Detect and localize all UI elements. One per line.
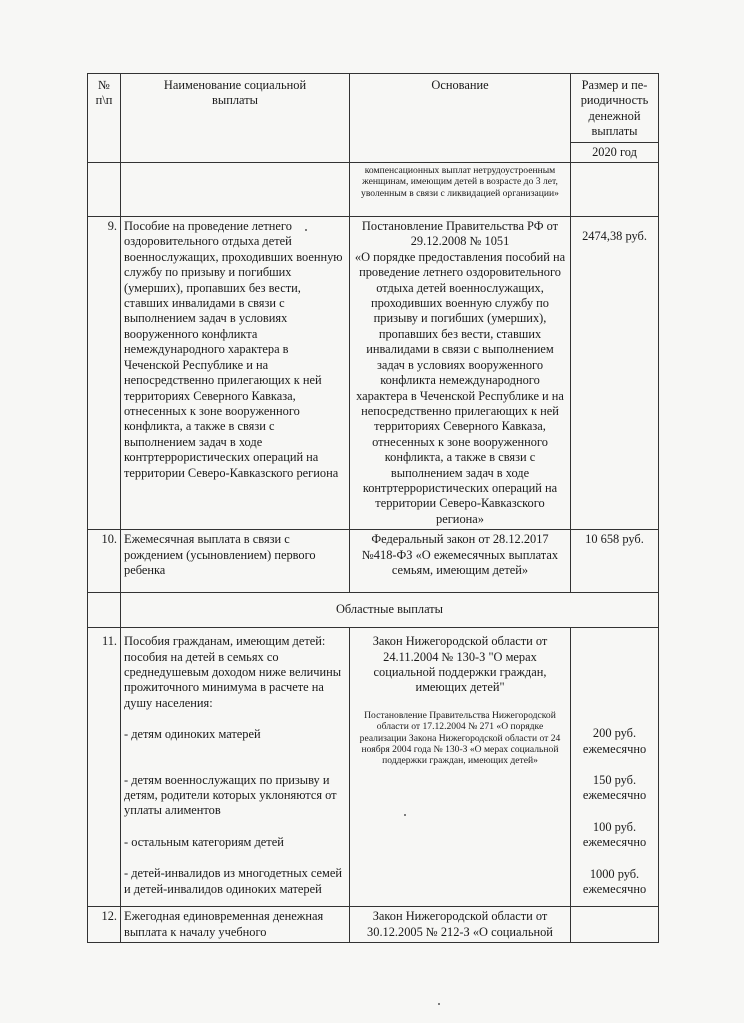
basis-law: Закон Нижегородской области от 24.11.2004 № 130-З "О мерах социальной поддержки граждан, имеющих детей" <box>372 634 548 695</box>
row11-item: - детям одиноких матерей <box>124 727 261 742</box>
basis-decree: Постановление Правительства Нижегородской области от 17.12.2004 № 271 «О порядке реализации Закона Нижегородской области от 24 ноября 2004 года № 130-З «О мерах социальной поддержки граждан, имеющих детей» <box>359 709 561 767</box>
row-size <box>571 628 659 907</box>
row-num: 9. <box>88 217 121 530</box>
row-size: 2474,38 руб. <box>571 217 659 530</box>
table-row <box>88 217 659 530</box>
row-size: 10 658 руб. <box>571 530 659 593</box>
row-basis <box>350 628 571 907</box>
cell-empty <box>571 163 659 217</box>
basis-text: «О порядке предоставления пособий на проведение летнего оздоровительного отдыха детей военнослужащих, проходивших военную службу по призыву и погибших (умерших), пропавших без вести, ставших инвалидами в связи с выполнением задач в условиях вооруженного конфликта немеждународного характера в Чеченской Республике и на непосредственно прилегающих к ней территориях Северного Кавказа, отнесенных к зоне вооруженного конфликта, а также в связи с выполнением задач в ходе контртеррористических операций на территории Северо-Кавказского региона» <box>354 249 566 526</box>
table-row-continued <box>88 163 659 217</box>
continued-basis: компенсационных выплат нетрудоустроенным женщинам, имеющим детей в возрасте до 3 лет, уволенным в связи с ликвидацией организации» <box>350 163 571 217</box>
header-num: № п\п <box>88 74 121 163</box>
scan-speck <box>305 229 307 231</box>
header-name: Наименование социальной выплаты <box>121 74 350 163</box>
row11-item: - детям военнослужащих по призыву и детям, родители которых уклоняются от уплаты алиментов <box>124 772 337 818</box>
row-name: Ежегодная единовременная денежная выплата к началу учебного <box>121 907 350 943</box>
cell-empty <box>88 593 121 628</box>
row-name: Пособие на проведение летнего оздоровительного отдыха детей военнослужащих, проходивших военную службу по призыву и погибших (умерших), пропавших без вести, ставших инвалидами в связи с выполнением задач в условиях вооруженного конфликта немеждународного характера в Чеченской Республике и на непосредственно прилегающих к ней территориях Северного Кавказа, отнесенных к зоне вооруженного конфликта, а также в связи с выполнением задач в ходе контртеррористических операций на территории Северо-Кавказского региона <box>121 217 350 530</box>
benefits-table <box>87 73 659 943</box>
region-row <box>88 593 659 628</box>
scan-speck <box>438 1003 440 1005</box>
row-name: Ежемесячная выплата в связи с рождением (усыновлением) первого ребенка <box>121 530 350 593</box>
table-header-row <box>88 74 659 143</box>
row11-sub: пособия на детей в семьях со среднедушевым доходом ниже величины прожиточного минимума в расчете на душу населения: <box>124 649 342 710</box>
size-item: 1000 руб. ежемесячно <box>582 866 647 896</box>
scan-speck <box>404 814 406 816</box>
cell-empty <box>571 907 659 943</box>
cell-empty <box>88 163 121 217</box>
row-basis <box>350 217 571 530</box>
row-basis: Закон Нижегородской области от 30.12.2005 № 212-З «О социальной <box>350 907 571 943</box>
basis-title: Постановление Правительства РФ от 29.12.2008 № 1051 <box>361 219 559 249</box>
header-year: 2020 год <box>571 142 659 162</box>
cell-empty <box>121 163 350 217</box>
row11-intro: Пособия гражданам, имеющим детей: <box>124 634 326 649</box>
table-row <box>88 907 659 943</box>
size-item: 150 руб. ежемесячно <box>582 772 647 803</box>
row-basis: Федеральный закон от 28.12.2017 №418-ФЗ «О ежемесячных выплатах семьям, имеющим детей» <box>350 530 571 593</box>
table-row <box>88 530 659 593</box>
row-num: 11. <box>88 628 121 907</box>
row-num: 12. <box>88 907 121 943</box>
region-title: Областные выплаты <box>121 593 659 628</box>
row11-item: - детей-инвалидов из многодетных семей и детей-инвалидов одиноких матерей <box>124 866 343 896</box>
header-size: Размер и пе-риодичность денежной выплаты <box>571 74 659 143</box>
size-item: 200 руб. ежемесячно <box>582 726 647 756</box>
size-item: 100 руб. ежемесячно <box>582 819 647 850</box>
row-name <box>121 628 350 907</box>
header-basis: Основание <box>350 74 571 163</box>
table-row <box>88 628 659 907</box>
row11-item: - остальным категориям детей <box>124 834 284 849</box>
row-num: 10. <box>88 530 121 593</box>
